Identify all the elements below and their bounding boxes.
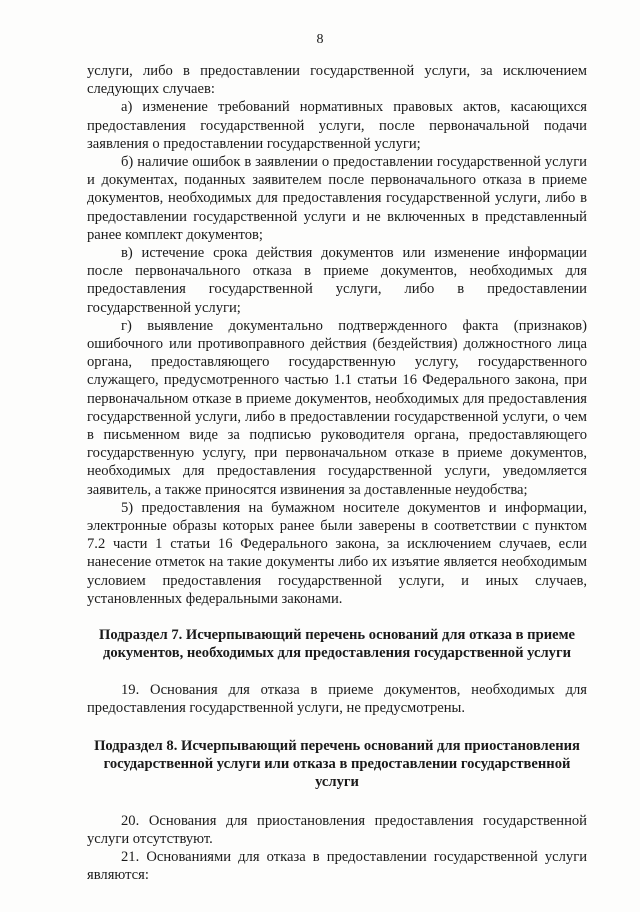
document-body (87, 62, 587, 884)
paragraph-intro: услуги, либо в предоставлении государственной услуги, за исключением следующих случаев: (87, 63, 587, 98)
paragraph-b: б) наличие ошибок в заявлении о предоставлении государственной услуги и документах, поданных заявителем после первоначального отказа в приеме документов, необходимых для предоставления государственной услуги, либо в предоставлении государственной услуги и не включенных в представленный ранее комплект документов; (87, 154, 587, 243)
paragraph-21: 21. Основаниями для отказа в предоставлении государственной услуги являются: (87, 848, 587, 884)
paragraph-v: в) истечение срока действия документов или изменение информации после первоначального отказа в приеме документов, необходимых для предоставления государственной услуги, либо в предоставлении государственной услуги; (87, 245, 587, 316)
subsection-8-heading: Подраздел 8. Исчерпывающий перечень оснований для приостановления государственной услуги или отказа в предоставлении государственной услуги (94, 737, 580, 791)
paragraph-a: а) изменение требований нормативных правовых актов, касающихся предоставления государственной услуги, после первоначальной подачи заявления о предоставлении государственной услуги; (87, 99, 587, 152)
paragraph-g: г) выявление документально подтвержденного факта (признаков) ошибочного или противоправного действия (бездействия) должностного лица органа, предоставляющего государственную услугу, государственного служащего, предусмотренного частью 1.1 статьи 16 Федерального закона, при первоначальном отказе в приеме документов, необходимых для предоставления государственной услуги, либо в предоставлении государственной услуги, о чем в письменном виде за подписью руководителя органа, предоставляющего государственную услугу, при первоначальном отказе в приеме документов, необходимых для предоставления государственной услуги, уведомляется заявитель, а также приносятся извинения за доставленные неудобства; (87, 317, 587, 498)
subsection-7-heading: Подраздел 7. Исчерпывающий перечень оснований для отказа в приеме документов, необходимых для предоставления государственной услуги (99, 627, 575, 662)
paragraph-19: 19. Основания для отказа в приеме документов, необходимых для предоставления государственной услуги, не предусмотрены. (87, 681, 587, 716)
paragraph-20: 20. Основания для приостановления предоставления государственной услуги отсутствуют. (87, 812, 587, 847)
page-number: 8 (316, 32, 324, 47)
paragraph-5: 5) предоставления на бумажном носителе документов и информации, электронные образы которых ранее были заверены в соответствии с пунктом 7.2 части 1 статьи 16 Федерального закона, за исключением случаев, если нанесение отметок на такие документы либо их изъятие является необходимым условием предоставления государственной услуги, и иных случаев, установленных федеральными законами. (87, 499, 587, 607)
